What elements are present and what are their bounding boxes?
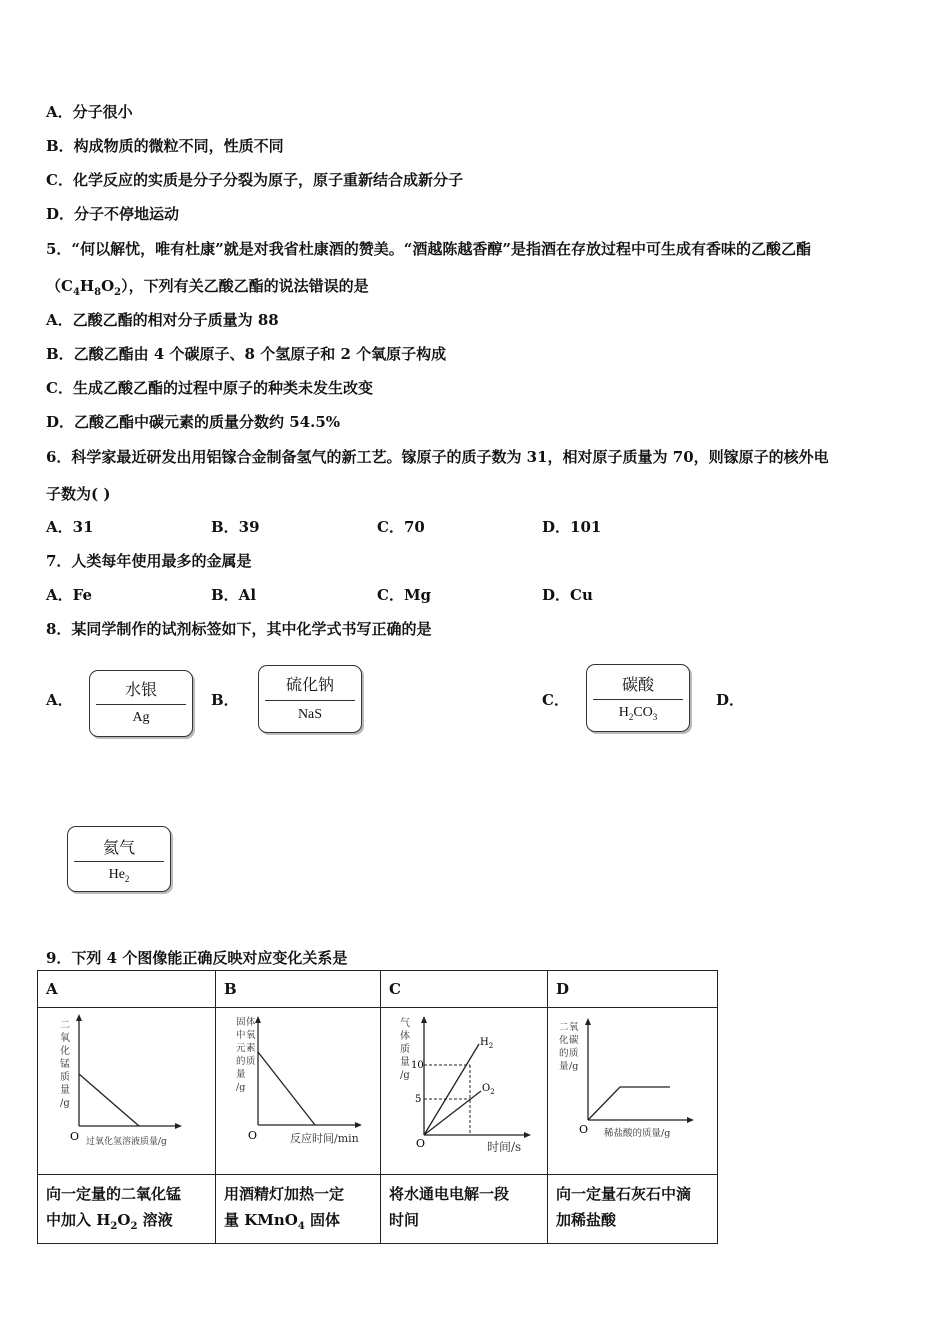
q8-label-a: [89, 670, 193, 737]
q9-header-d: D: [548, 971, 718, 1008]
graph-a-origin: O: [70, 1130, 80, 1143]
graph-c-h2-line: [424, 1044, 479, 1135]
q9-header-b: B: [216, 971, 381, 1008]
graph-b-ylabel-char: 的: [236, 1056, 246, 1067]
graph-b-ylabel-char: 量: [236, 1069, 246, 1080]
graph-c-x-arrow: [524, 1132, 531, 1138]
label-a-formula: Ag: [132, 710, 150, 725]
graph-c-ylabel: [400, 1017, 410, 1081]
graph-b-ylabel-char: 氧: [246, 1030, 256, 1041]
graph-a-ylabel-char: 量: [60, 1085, 70, 1096]
graph-b-line: [258, 1052, 315, 1125]
q8-label-c: [586, 664, 690, 732]
graph-a-line: [79, 1074, 139, 1126]
graph-d-ylabel-char: /g: [569, 1061, 579, 1072]
graph-c-o2-label: $O_2$: [482, 1083, 495, 1096]
q6-option-c: C．70: [377, 518, 425, 536]
label-d-name: 氦气: [102, 838, 135, 857]
graph-a-ylabel: [60, 1020, 70, 1109]
q6-option-d: D．101: [542, 518, 602, 536]
graph-a-ylabel-char: 氧: [60, 1033, 70, 1044]
graph-d-origin: O: [579, 1123, 589, 1136]
q9-caption-c: [381, 1175, 548, 1244]
graph-d-xlabel: 稀盐酸的质量/g: [604, 1128, 671, 1139]
graph-b-ylabel-char: 素: [246, 1043, 256, 1054]
graph-c-ylabel-char: 质: [400, 1044, 410, 1055]
label-c-divider: [593, 699, 683, 700]
q6-stem-line2: 子数为( ): [46, 485, 111, 503]
graph-a-y-arrow: [76, 1014, 82, 1021]
q9-caption-d: [548, 1175, 718, 1244]
q9-graph-c: [381, 1008, 547, 1170]
q5-option-d: D．乙酸乙酯中碳元素的质量分数约 54.5%: [46, 413, 341, 431]
q5-stem-line2: $(C_4H_8O_2)$，下列有关乙酸乙酯的说法错误的是: [46, 277, 369, 298]
graph-c-tick-5: 5: [415, 1094, 422, 1105]
graph-d-x-arrow: [687, 1117, 694, 1123]
graph-b-xlabel: 反应时间/min: [290, 1132, 359, 1145]
graph-c-tick-10: 10: [411, 1060, 424, 1071]
q5-option-a: A．乙酸乙酯的相对分子质量为 88: [46, 311, 279, 329]
graph-c-ylabel-char: /g: [400, 1070, 410, 1081]
q9-caption-b: [216, 1175, 381, 1244]
graph-a-x-arrow: [175, 1123, 182, 1129]
graph-d-y-arrow: [585, 1018, 591, 1025]
graph-c-y-arrow: [421, 1016, 427, 1023]
q4-option-a: A．分子很小: [46, 103, 133, 121]
graph-c-o2-line: [424, 1091, 481, 1135]
caption-b-line2: 量 KMnO$_4$ 固体: [224, 1211, 341, 1232]
q5-stem-line1: 5．“何以解忧，唯有杜康”就是对我省杜康酒的赞美。“酒越陈越香醇”是指酒在存放过程中可生成有香味的乙酸乙酯: [46, 240, 811, 258]
label-a-name: 水银: [124, 680, 157, 699]
caption-c-line2: 时间: [389, 1211, 420, 1229]
q9-table: [37, 970, 718, 1244]
graph-b-ylabel-char: 固: [236, 1017, 246, 1028]
graph-d-ylabel-char: 氧: [569, 1022, 579, 1033]
label-b-name: 硫化钠: [285, 675, 334, 694]
caption-c-line1: 将水通电电解一段: [389, 1185, 510, 1203]
graph-d-line: [588, 1087, 670, 1120]
graph-c-h2-label: $H_2$: [480, 1037, 494, 1050]
label-a-divider: [96, 704, 186, 705]
graph-b-ylabel: [236, 1016, 256, 1093]
q8-label-b: [258, 665, 362, 733]
q9-caption-a: [38, 1175, 216, 1244]
caption-d-line1: 向一定量石灰石中滴: [556, 1185, 692, 1203]
graph-d-ylabel-char: 质: [569, 1048, 579, 1059]
q4-option-c: C．化学反应的实质是分子分裂为原子，原子重新结合成新分子: [46, 171, 463, 189]
q9-header-c: C: [381, 971, 548, 1008]
q4-option-d: D．分子不停地运动: [46, 205, 180, 223]
graph-b-y-arrow: [255, 1016, 261, 1023]
graph-b-ylabel-char: /g: [236, 1082, 246, 1093]
q7-stem: 7．人类每年使用最多的金属是: [46, 552, 252, 570]
q9-graph-b: [216, 1008, 380, 1170]
caption-a-line2: 中加入 $H_2O_2$ 溶液: [46, 1211, 173, 1232]
q7-option-c: C．Mg: [377, 586, 432, 604]
graph-d-ylabel-char: 碳: [569, 1035, 579, 1046]
label-d-divider: [74, 861, 164, 862]
graph-c-xlabel: 时间/s: [487, 1140, 522, 1154]
graph-c-origin: O: [416, 1137, 426, 1150]
q8-stem: 8．某同学制作的试剂标签如下，其中化学式书写正确的是: [46, 620, 432, 638]
label-c-formula: $H_2CO_3$: [618, 705, 658, 722]
caption-b-line1: 用酒精灯加热一定: [224, 1185, 345, 1203]
graph-d-ylabel-char: 化: [559, 1035, 569, 1046]
q8-option-c-letter: C．: [542, 691, 569, 709]
q9-graph-d-cell: [548, 1008, 718, 1175]
graph-c-ylabel-char: 气: [400, 1018, 410, 1029]
graph-b-origin: O: [248, 1129, 258, 1142]
graph-d-ylabel-char: 的: [559, 1048, 569, 1059]
graph-a-ylabel-char: 二: [60, 1020, 70, 1031]
label-b-formula: NaS: [297, 707, 323, 722]
q9-graph-c-cell: [381, 1008, 548, 1175]
graph-c-ylabel-char: 量: [400, 1057, 410, 1068]
label-d-formula: $He_2$: [108, 867, 130, 884]
q9-graph-a-cell: [38, 1008, 216, 1175]
graph-d-ylabel: [559, 1021, 579, 1072]
label-b-divider: [265, 700, 355, 701]
q6-option-a: A．31: [46, 518, 94, 536]
q9-graph-b-cell: [216, 1008, 381, 1175]
label-c-name: 碳酸: [621, 675, 654, 694]
graph-b-ylabel-char: 体: [246, 1017, 256, 1028]
q8-option-d-letter: D．: [716, 691, 745, 709]
graph-c-ylabel-char: 体: [400, 1031, 410, 1042]
graph-b-x-arrow: [355, 1122, 362, 1128]
q5-option-b: B．乙酸乙酯由 4 个碳原子、8 个氢原子和 2 个氧原子构成: [46, 345, 447, 363]
q7-option-d: D．Cu: [542, 586, 593, 604]
q7-option-b: B．Al: [211, 586, 257, 604]
q8-option-b-letter: B．: [211, 691, 239, 709]
graph-b-ylabel-char: 中: [236, 1030, 246, 1041]
caption-a-line1: 向一定量的二氧化锰: [46, 1185, 182, 1203]
q9-header-a: A: [38, 971, 216, 1008]
q8-label-d: [67, 826, 171, 892]
graph-a-ylabel-char: /g: [60, 1098, 70, 1109]
q8-option-a-letter: A．: [46, 691, 73, 709]
graph-d-ylabel-char: 量: [559, 1061, 569, 1072]
graph-a-xlabel: 过氧化氢溶液质量/g: [86, 1137, 167, 1147]
caption-d-line2: 加稀盐酸: [556, 1211, 617, 1229]
graph-d-ylabel-char: 二: [559, 1022, 569, 1033]
graph-b-ylabel-char: 质: [246, 1056, 256, 1067]
q9-graph-d: [548, 1008, 717, 1170]
q5-option-c: C．生成乙酸乙酯的过程中原子的种类未发生改变: [46, 379, 373, 397]
graph-a-ylabel-char: 质: [60, 1072, 70, 1083]
q7-option-a: A．Fe: [46, 586, 93, 604]
graph-a-ylabel-char: 化: [60, 1046, 70, 1057]
q9-stem: 9．下列 4 个图像能正确反映对应变化关系是: [46, 949, 348, 967]
q6-stem-line1: 6．科学家最近研发出用铝镓合金制备氢气的新工艺。镓原子的质子数为 31，相对原子质量为 70，则镓原子的核外电: [46, 448, 829, 466]
q4-option-b: B．构成物质的微粒不同，性质不同: [46, 137, 284, 155]
q6-option-b: B．39: [211, 518, 260, 536]
graph-a-ylabel-char: 锰: [60, 1059, 70, 1070]
q9-graph-a: [38, 1008, 215, 1170]
graph-b-ylabel-char: 元: [236, 1043, 246, 1054]
